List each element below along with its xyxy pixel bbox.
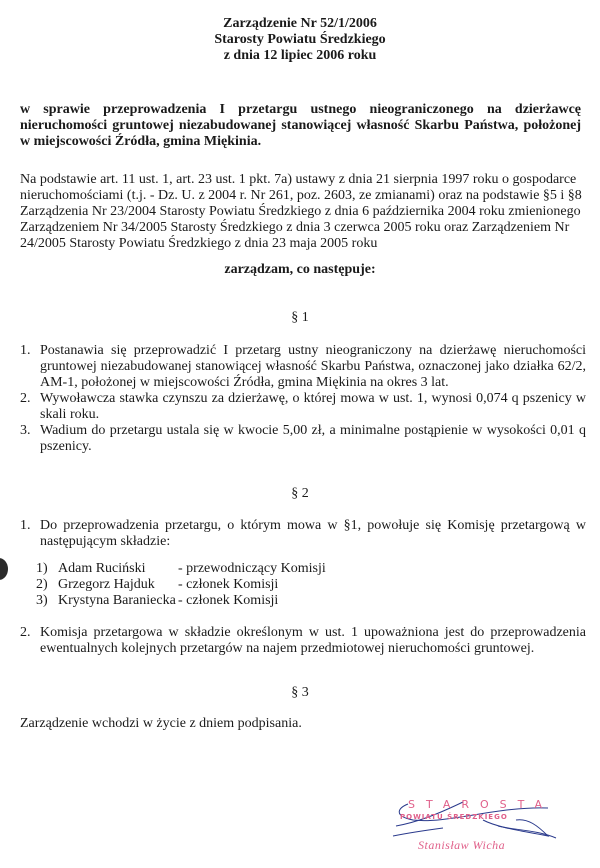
document-title bbox=[0, 16, 600, 64]
stamp-subtitle: POWIATU ŚREDZKIEGO bbox=[400, 813, 508, 821]
member-role: - przewodniczący Komisji bbox=[178, 561, 326, 576]
decree-phrase: zarządzam, co następuje: bbox=[224, 262, 376, 277]
title-line-3: z dnia 12 lipiec 2006 roku bbox=[223, 48, 377, 63]
item-number: 1. bbox=[20, 518, 31, 533]
stamp-signatory-name: Stanisław Wicha bbox=[418, 838, 506, 852]
item-text: Komisja przetargowa w składzie określonym w ust. 1 upoważniona jest do przeprowadzenia ewentualnych kolejnych przetargów na najem przedmiotowej nieruchomości gruntowej. bbox=[40, 625, 586, 656]
basis-line-3: Zarządzenia Nr 23/2004 Starosty Powiatu Średzkiego z dnia 6 października 2004 roku zmienionego bbox=[20, 204, 581, 219]
committee-member-1 bbox=[36, 561, 326, 577]
item-number: 3. bbox=[20, 423, 31, 438]
member-number: 2) bbox=[36, 577, 48, 592]
committee-member-2 bbox=[36, 577, 278, 593]
section-2-item-1 bbox=[20, 518, 586, 550]
punch-hole-mark bbox=[0, 558, 8, 580]
basis-line-1: Na podstawie art. 11 ust. 1, art. 23 ust. 1 pkt. 7a) ustawy z dnia 21 sierpnia 1997 roku o gospodarce bbox=[20, 172, 577, 187]
member-role: - członek Komisji bbox=[178, 577, 279, 592]
item-text: Wadium do przetargu ustala się w kwocie 5,00 zł, a minimalne postąpienie w wysokości 0,01 q pszenicy. bbox=[40, 423, 586, 454]
subject-line-1: w sprawie przeprowadzenia I przetargu ustnego nieograniczonego na dzierżawcę bbox=[20, 102, 581, 117]
basis-line-2: nieruchomościami (t.j. - Dz. U. z 2004 r. Nr 261, poz. 2603, ze zmianami) oraz na podstawie §5 i §8 bbox=[20, 188, 582, 203]
member-number: 3) bbox=[36, 593, 48, 608]
item-text: Wywoławcza stawka czynszu za dzierżawę, o której mowa w ust. 1, wynosi 0,074 q pszenicy w skali roku. bbox=[40, 391, 586, 422]
item-text: Postanawia się przeprowadzić I przetarg ustny nieograniczony na dzierżawę nieruchomości gruntowej niezabudowanej stanowiącej własność Skarbu Państwa, oznaczonej jako działka 62/2, AM-1, położonej w miejscowości Źródła, gmina Miękinia na okres 3 lat. bbox=[40, 343, 586, 390]
section-1-heading: § 1 bbox=[291, 310, 309, 325]
section-2-heading: § 2 bbox=[291, 486, 309, 501]
title-line-1: Zarządzenie Nr 52/1/2006 bbox=[223, 16, 377, 31]
basis-line-4: Zarządzeniem Nr 34/2005 Starosty Średzkiego z dnia 3 czerwca 2005 roku oraz Zarządzeniem Nr bbox=[20, 220, 570, 235]
legal-basis bbox=[20, 172, 586, 252]
section-1-item-3 bbox=[20, 423, 586, 455]
document-subject bbox=[20, 102, 581, 150]
section-1-item-2 bbox=[20, 391, 586, 423]
member-role: - członek Komisji bbox=[178, 593, 279, 608]
section-3-text: Zarządzenie wchodzi w życie z dniem podpisania. bbox=[20, 716, 302, 731]
official-stamp bbox=[388, 796, 558, 856]
member-name: Krystyna Baraniecka bbox=[58, 593, 176, 608]
member-name: Grzegorz Hajduk bbox=[58, 577, 155, 592]
member-name: Adam Ruciński bbox=[58, 561, 146, 576]
item-text: Do przeprowadzenia przetargu, o którym mowa w §1, powołuje się Komisję przetargową w następującym składzie: bbox=[40, 518, 586, 549]
section-1-item-1 bbox=[20, 343, 586, 391]
committee-member-3 bbox=[36, 593, 278, 609]
basis-line-5: 24/2005 Starosty Powiatu Średzkiego z dnia 23 maja 2005 roku bbox=[20, 236, 378, 251]
subject-line-2: nieruchomości gruntowej niezabudowanej stanowiącej własność Skarbu Państwa, położonej bbox=[20, 118, 581, 133]
section-2-item-2 bbox=[20, 625, 586, 657]
item-number: 1. bbox=[20, 343, 31, 358]
subject-line-3: w miejscowości Źródła, gmina Miękinia. bbox=[20, 134, 262, 149]
member-number: 1) bbox=[36, 561, 48, 576]
item-number: 2. bbox=[20, 391, 31, 406]
item-number: 2. bbox=[20, 625, 31, 640]
section-3-heading: § 3 bbox=[291, 685, 309, 700]
title-line-2: Starosty Powiatu Średzkiego bbox=[214, 32, 386, 47]
stamp-title: STAROSTA bbox=[408, 798, 554, 811]
